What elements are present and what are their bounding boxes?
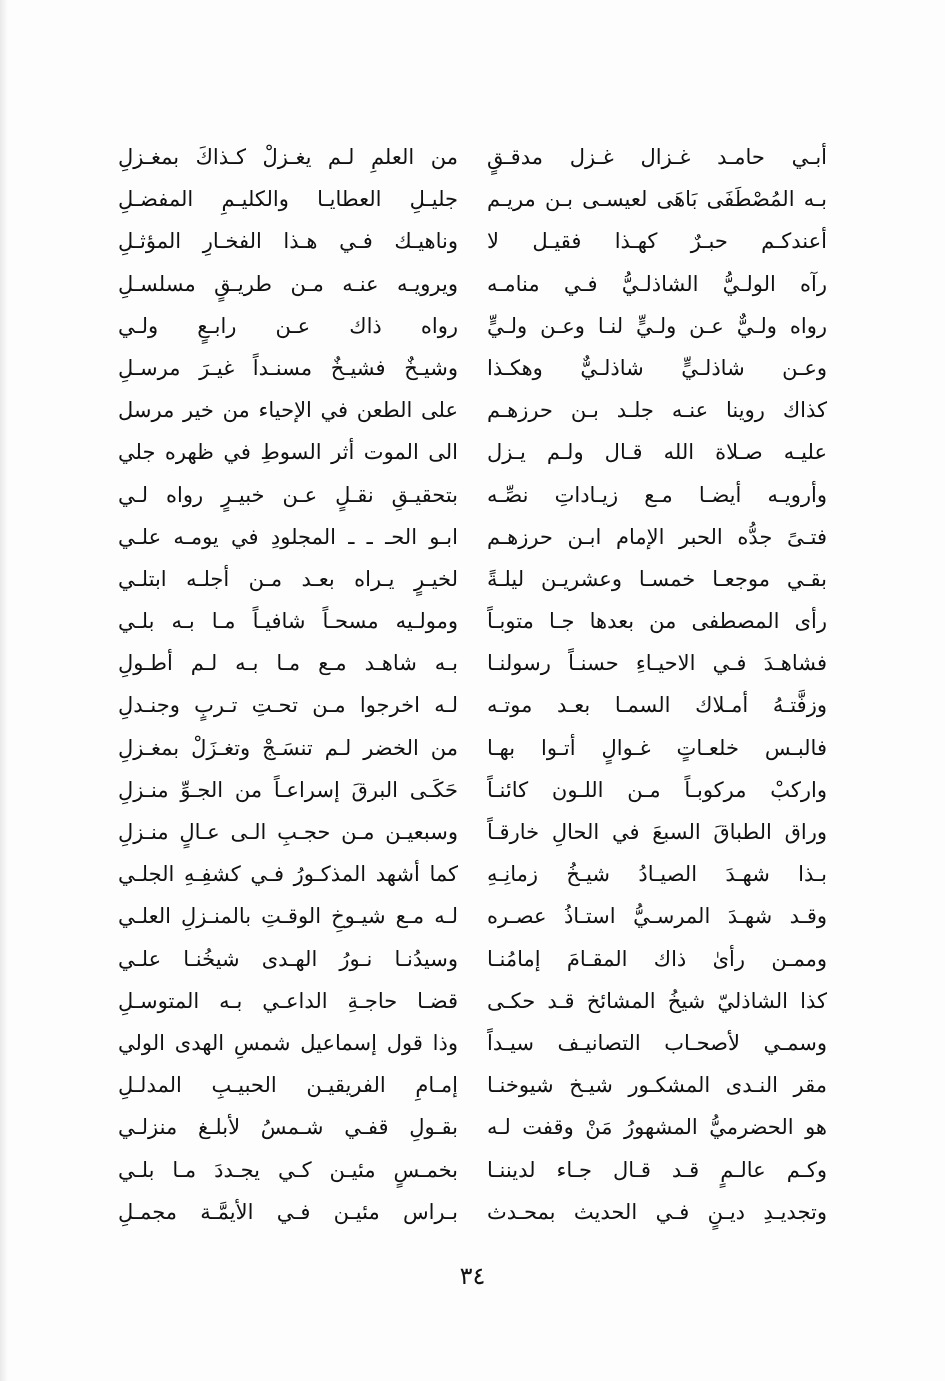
page-number: ٣٤: [459, 1262, 486, 1290]
right-hemistich: فتـىً جدُّه الحبر الإمام ابـن حرزهـم: [487, 524, 827, 549]
right-hemistich: هو الحضرميُّ المشهورُ مَنْ وقفت لـه: [487, 1115, 827, 1140]
left-hemistich: لخيـرٍ يـراه بعـد مـن أجلـه ابتلـي: [118, 566, 458, 591]
left-hemistich: وناهيـك فـي هـذا الفخـارِ المؤثـلِ: [118, 229, 458, 254]
right-hemistich: وممـن رأىٰ ذاك المقـامَ إمامُنـا: [487, 946, 827, 971]
left-hemistich: حَكَـى البرقَ إسراعـاً من الجـوِّ منـزلِ: [118, 777, 458, 802]
right-hemistich: وكـم عالـمٍ قـد قـال جـاء لديننـا: [487, 1157, 827, 1182]
scan-edge-shadow: [0, 0, 8, 1381]
left-hemistich: من الخضر لـم تنسَـجْ وتغـزَلْ بمغـزلِ: [118, 735, 458, 760]
right-hemistich: بـه المُصْطَفَى بَاهَى لعيسـى بـن مريـم: [487, 187, 827, 212]
right-hemistich: عليـه صـلاة الله قـال ولـم يـزل: [487, 440, 827, 465]
left-hemistich: إمـامِ الفريقيـن الحبيـبِ المدلـلِ: [118, 1073, 458, 1098]
right-hemistich: مقر النـدى المشكـور شيـخ شيوخنـا: [487, 1073, 827, 1098]
right-verse-column: [487, 136, 827, 1233]
right-hemistich: وراق الطباقَ السبعَ في الحالِ خارقـاً: [487, 820, 827, 844]
left-hemistich: رواه ذاك عـن رابـعٍ ولـي: [118, 313, 458, 338]
left-hemistich: ابـو الحـ ـ ـ المجلودِ في يومـه علـي: [118, 524, 458, 549]
left-hemistich: لـه اخرجوا مـن تحـتِ تـربٍ وجنـدلِ: [118, 693, 458, 718]
left-hemistich: على الطعن في الإحياء من خير مرسل: [118, 398, 458, 423]
right-hemistich: وأرويـه أيضـا مـع زيـاداتِ نصِّـه: [487, 482, 827, 507]
left-hemistich: وشيـخٌ فشيـخٌ مسنـداً غيـرَ مرسـلِ: [118, 355, 458, 380]
left-verse-column: [118, 136, 458, 1233]
right-hemistich: وتجديـدِ ديـنٍ فـي الحديث بمحـدث: [487, 1199, 827, 1224]
right-hemistich: فشاهـدَ فـي الاحيـاءِ حسنـاً رسولنـا: [487, 651, 827, 676]
right-hemistich: رآه الولـيُّ الشاذلـيُّ فـي منامـه: [487, 271, 827, 296]
left-hemistich: جليـلِ العطايـا والكليـمِ المفضـلِ: [118, 187, 458, 212]
right-hemistich: فالبـس خلعـاتٍ غـوالٍ أتـوا بهـا: [487, 735, 827, 760]
right-hemistich: رواه ولـيٌّ عـن ولـيٍّ لنـا وعـن ولـيٍّ: [487, 313, 827, 338]
right-hemistich: وزفَّتـهُ أمـلاك السمـا بعـد موتـه: [487, 693, 827, 718]
left-hemistich: وسيدُنـا نـورُ الهـدى شيخُنـا علـي: [118, 946, 458, 971]
left-hemistich: بقـولِ قفـي شـمسُ لأبلـغ منزلـي: [118, 1115, 458, 1140]
left-hemistich: من العلمِ لـم يغـزلْ كـذاكَ بمغـزلِ: [118, 145, 458, 169]
left-hemistich: كما أشهد المذكـورُ فـي كشفِـهِ الجلـي: [118, 862, 458, 887]
right-hemistich: واركبْ مركوبـاً مـن اللـون كائنـاً: [487, 777, 827, 802]
right-hemistich: رأى المصطفى من بعدها جـا متوبـاً: [487, 609, 827, 634]
left-hemistich: ومولـيه مسحـاً شافيـاً مـا بـه بلـي: [118, 609, 458, 634]
left-hemistich: بتحقيـقِ نقـلٍ عـن خبيـرٍ رواه لـي: [118, 482, 458, 507]
right-hemistich: وقـد شهـدَ المرسـيُّ استـاذُ عصـره: [487, 904, 827, 929]
left-hemistich: قضـا حاجـةِ الداعـي بـه المتوسـلِ: [118, 988, 458, 1013]
left-hemistich: لـه مـع شيـوخِ الوقـتِ بالمنـزلِ العلـي: [118, 904, 458, 929]
right-hemistich: وعـن شاذلـيٍّ شاذلـيٌّ وهكـذا: [487, 355, 827, 380]
left-hemistich: بـه شاهـد مـع مـا بـه لـم أطـولِ: [118, 651, 458, 676]
right-hemistich: كذاك روينا عنـه جلـد بـن حرزهـم: [487, 398, 827, 423]
right-hemistich: بقـي موجعـا خمسـا وعشريـن ليلـةً: [487, 566, 827, 591]
left-hemistich: وسبعيـن مـن حجـبِ الـى عـالٍ منـزلِ: [118, 820, 458, 844]
left-hemistich: بخمـسٍ مئيـن كـي يجـددَ مـا بلـي: [118, 1157, 458, 1182]
left-hemistich: وذا قول إسماعيل شمسِ الهدى الولي: [118, 1030, 458, 1055]
left-hemistich: ويرويـه عنـه مـن طريـقٍ مسلسـلِ: [118, 271, 458, 296]
right-hemistich: أعندكـم حبـرٌ كهـذا فقيـل لا: [487, 229, 827, 254]
right-hemistich: كذا الشاذليّ شيخُ المشائخ قـد حكـى: [487, 988, 827, 1013]
left-hemistich: الى الموت أثر السوطِ في ظهره جلي: [118, 440, 458, 465]
left-hemistich: بـراس مئيـن فـي الأيمَّـة مجمـلِ: [118, 1199, 458, 1224]
right-hemistich: أبـي حامـد غـزال غـزل مدقـقٍ: [487, 145, 827, 169]
right-hemistich: بـذا شهـدَ الصيـادُ شيـخُ زمانِـهِ: [487, 862, 827, 887]
right-hemistich: وسمـي لأصحـاب التصانيـف سيـداً: [487, 1030, 827, 1055]
